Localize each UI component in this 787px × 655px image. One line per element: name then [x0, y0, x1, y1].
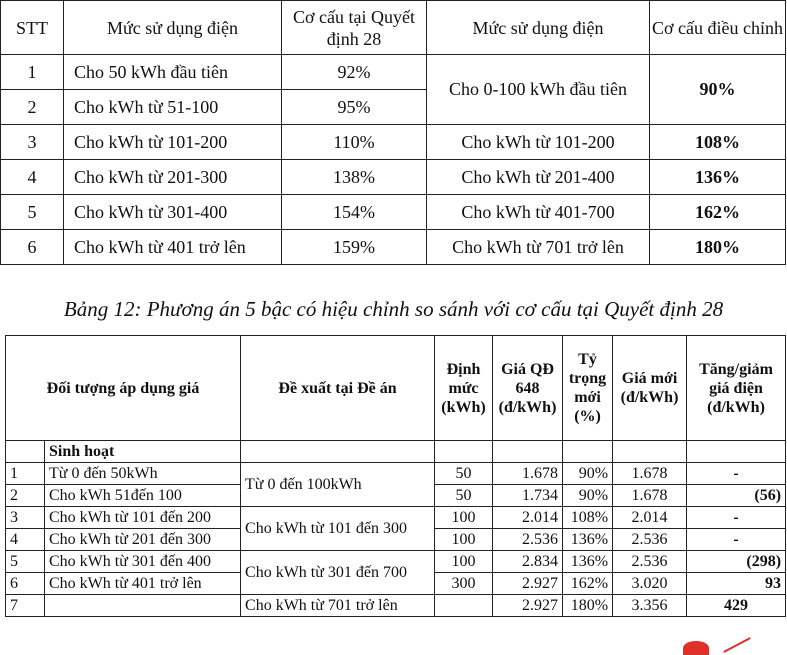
header-stt: STT [1, 1, 64, 55]
header-structure-adjusted: Cơ cấu điều chỉnh [650, 1, 786, 55]
row-stt: 4 [1, 160, 64, 195]
header-subject: Đối tượng áp dụng giá [6, 336, 241, 441]
adjusted-share: 108% [650, 125, 786, 160]
header-proposal: Đề xuất tại Đề án [241, 336, 435, 441]
row-price-qd: 2.927 [493, 573, 563, 595]
group-label: Sinh hoạt [45, 441, 241, 463]
row-level: Cho kWh từ 201-300 [64, 160, 282, 195]
row-stt: 4 [6, 529, 45, 551]
row-subject: Cho kWh từ 401 trở lên [45, 573, 241, 595]
empty-cell [493, 441, 563, 463]
header-norm: Định mức (kWh) [435, 336, 493, 441]
row-proposal: Cho kWh từ 101 đến 300 [241, 507, 435, 551]
row-subject: Cho kWh từ 301 đến 400 [45, 551, 241, 573]
row-new-price: 2.014 [613, 507, 687, 529]
row-price-qd: 2.536 [493, 529, 563, 551]
adjusted-share: 180% [650, 230, 786, 265]
table-row [6, 507, 786, 529]
row-subject: Cho kWh từ 201 đến 300 [45, 529, 241, 551]
row-norm: 50 [435, 463, 493, 485]
adjusted-level: Cho kWh từ 701 trở lên [427, 230, 650, 265]
row-change: (56) [687, 485, 786, 507]
row-proposal: Từ 0 đến 100kWh [241, 463, 435, 507]
row-level: Cho 50 kWh đầu tiên [64, 55, 282, 90]
row-price-qd: 2.927 [493, 595, 563, 617]
header-usage-level-adjusted: Mức sử dụng điện [427, 1, 650, 55]
empty-cell [435, 441, 493, 463]
row-subject: Từ 0 đến 50kWh [45, 463, 241, 485]
row-price-qd: 2.834 [493, 551, 563, 573]
adjusted-level: Cho 0-100 kWh đầu tiên [427, 55, 650, 125]
row-ratio: 136% [563, 551, 613, 573]
row-stt: 1 [6, 463, 45, 485]
table-row [1, 125, 786, 160]
adjusted-share: 162% [650, 195, 786, 230]
red-pen-stroke-decoration [723, 637, 750, 653]
comparison-table-qd28 [0, 0, 786, 265]
row-new-price: 3.020 [613, 573, 687, 595]
table-caption: Bảng 12: Phương án 5 bậc có hiệu chỉnh so sánh với cơ cấu tại Quyết định 28 [63, 297, 724, 321]
row-proposal: Cho kWh từ 701 trở lên [241, 595, 435, 617]
row-level: Cho kWh từ 301-400 [64, 195, 282, 230]
table-row [1, 230, 786, 265]
row-price-qd: 1.734 [493, 485, 563, 507]
adjusted-level: Cho kWh từ 101-200 [427, 125, 650, 160]
adjusted-share: 90% [650, 55, 786, 125]
row-stt: 7 [6, 595, 45, 617]
row-norm: 100 [435, 529, 493, 551]
row-share: 110% [282, 125, 427, 160]
row-norm: 50 [435, 485, 493, 507]
row-price-qd: 2.014 [493, 507, 563, 529]
row-share: 138% [282, 160, 427, 195]
row-ratio: 90% [563, 463, 613, 485]
price-proposal-table [5, 335, 786, 617]
header-price-change: Tăng/giảm giá điện (đ/kWh) [687, 336, 786, 441]
header-usage-level: Mức sử dụng điện [64, 1, 282, 55]
row-subject: Cho kWh 51đến 100 [45, 485, 241, 507]
empty-cell [563, 441, 613, 463]
empty-cell [241, 441, 435, 463]
table-row [1, 55, 786, 90]
row-level: Cho kWh từ 51-100 [64, 90, 282, 125]
row-norm: 100 [435, 507, 493, 529]
row-stt: 6 [1, 230, 64, 265]
table2-header-row [6, 336, 786, 441]
adjusted-level: Cho kWh từ 401-700 [427, 195, 650, 230]
row-change: 429 [687, 595, 786, 617]
row-share: 92% [282, 55, 427, 90]
row-stt: 3 [6, 507, 45, 529]
row-change: - [687, 463, 786, 485]
row-stt: 6 [6, 573, 45, 595]
table-row [1, 195, 786, 230]
row-norm: 100 [435, 551, 493, 573]
table-row [6, 595, 786, 617]
adjusted-share: 136% [650, 160, 786, 195]
row-change: - [687, 507, 786, 529]
row-new-price: 1.678 [613, 463, 687, 485]
row-stt: 5 [1, 195, 64, 230]
empty-cell [687, 441, 786, 463]
row-subject [45, 595, 241, 617]
header-new-ratio: Tỷ trọng mới (%) [563, 336, 613, 441]
row-share: 154% [282, 195, 427, 230]
row-stt: 1 [1, 55, 64, 90]
row-change: - [687, 529, 786, 551]
row-level: Cho kWh từ 401 trở lên [64, 230, 282, 265]
empty-cell [613, 441, 687, 463]
table-row [6, 463, 786, 485]
header-structure-qd28: Cơ cấu tại Quyết định 28 [282, 1, 427, 55]
adjusted-level: Cho kWh từ 201-400 [427, 160, 650, 195]
header-new-price: Giá mới (đ/kWh) [613, 336, 687, 441]
row-stt: 2 [1, 90, 64, 125]
header-price-qd648: Giá QĐ 648 (đ/kWh) [493, 336, 563, 441]
row-new-price: 3.356 [613, 595, 687, 617]
row-price-qd: 1.678 [493, 463, 563, 485]
table-row [1, 160, 786, 195]
row-change: (298) [687, 551, 786, 573]
row-new-price: 2.536 [613, 551, 687, 573]
row-ratio: 90% [563, 485, 613, 507]
row-stt: 2 [6, 485, 45, 507]
row-norm: 300 [435, 573, 493, 595]
row-ratio: 162% [563, 573, 613, 595]
row-ratio: 136% [563, 529, 613, 551]
row-stt: 3 [1, 125, 64, 160]
row-level: Cho kWh từ 101-200 [64, 125, 282, 160]
row-ratio: 108% [563, 507, 613, 529]
group-row [6, 441, 786, 463]
table1-header-row [1, 1, 786, 55]
row-norm [435, 595, 493, 617]
row-stt: 5 [6, 551, 45, 573]
row-new-price: 1.678 [613, 485, 687, 507]
table-row [6, 551, 786, 573]
row-new-price: 2.536 [613, 529, 687, 551]
row-proposal: Cho kWh từ 301 đến 700 [241, 551, 435, 595]
row-ratio: 180% [563, 595, 613, 617]
row-subject: Cho kWh từ 101 đến 200 [45, 507, 241, 529]
row-share: 159% [282, 230, 427, 265]
row-share: 95% [282, 90, 427, 125]
row-change: 93 [687, 573, 786, 595]
empty-cell [6, 441, 45, 463]
